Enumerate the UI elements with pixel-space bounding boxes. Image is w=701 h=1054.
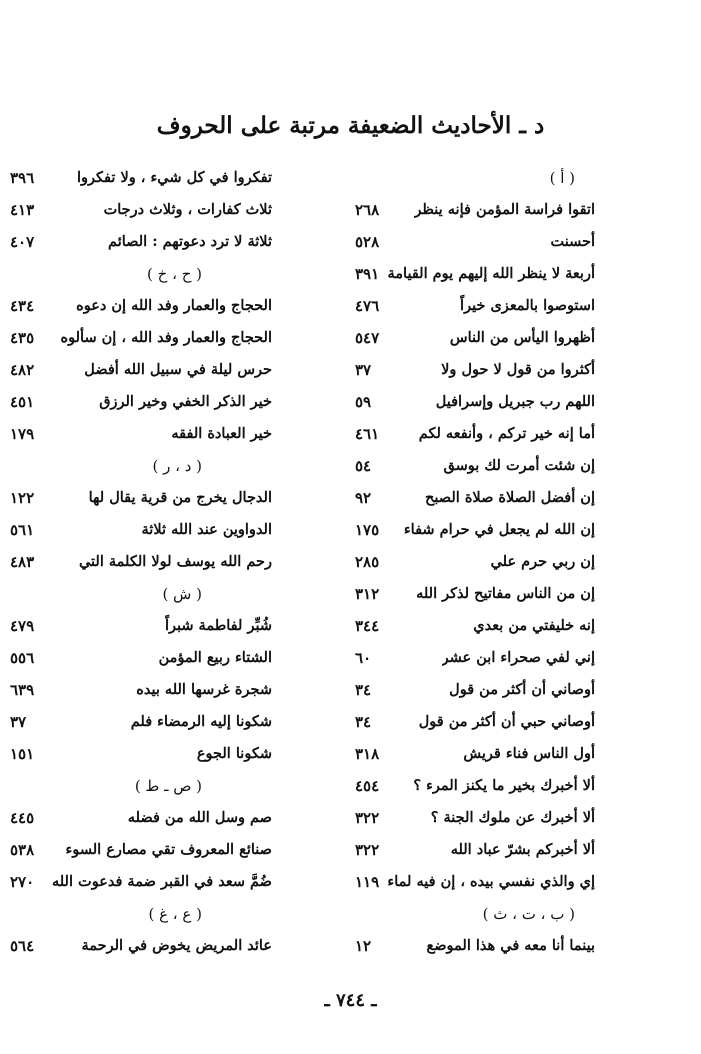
- entry-page-number: ٥٥٦: [10, 649, 35, 667]
- entry-text: خير الذكر الخفي وخير الرزق: [99, 393, 272, 410]
- letter-group-header: [10, 450, 272, 482]
- entry-text: ( أ ): [549, 169, 575, 187]
- index-entry: [10, 674, 272, 706]
- entry-page-number: ١٢: [355, 937, 372, 955]
- entry-page-number: ٤٧٩: [10, 617, 35, 635]
- entry-page-number: ٣٢٢: [355, 841, 380, 859]
- entry-page-number: ٤٨٢: [10, 361, 35, 379]
- entry-text: ألا أخبرك بخير ما يكنز المرء ؟: [413, 777, 595, 794]
- index-entry: [10, 930, 272, 962]
- entry-text: إي والذي نفسي بيده ، إن فيه لماء: [387, 873, 595, 890]
- entry-page-number: ٦٣٩: [10, 681, 35, 699]
- index-entry: [10, 738, 272, 770]
- index-entry: [355, 930, 595, 962]
- letter-group-header: [355, 898, 595, 930]
- entry-page-number: ٣٤: [355, 713, 372, 731]
- entry-text: إن أفضل الصلاة صلاة الصبح: [425, 489, 595, 506]
- index-entry: [10, 194, 272, 226]
- entry-text: خير العبادة الفقه: [171, 425, 272, 442]
- entry-text: الدواوين عند الله ثلاثة: [141, 521, 272, 538]
- entry-text: أوصاني حبي أن أكثر من قول: [418, 713, 595, 730]
- entry-text: صنائع المعروف تقي مصارع السوء: [65, 841, 272, 858]
- index-entry: [10, 866, 272, 898]
- entry-page-number: ٣٩١: [355, 265, 380, 283]
- index-entry: [10, 706, 272, 738]
- entry-text: إن شئت أمرت لك بوسق: [443, 457, 595, 474]
- index-entry: [355, 354, 595, 386]
- entry-text: شُبِّر لفاطمة شبراً: [164, 617, 272, 634]
- index-entry: [10, 226, 272, 258]
- entry-page-number: ٣٢٢: [355, 809, 380, 827]
- letter-group-header: [10, 898, 272, 930]
- entry-page-number: ٤٤٥: [10, 809, 35, 827]
- entry-text: ( ع ، غ ): [148, 905, 202, 923]
- letter-group-header: [10, 258, 272, 290]
- entry-text: ( د ، ر ): [152, 457, 202, 475]
- index-entry: [10, 162, 272, 194]
- entry-text: الدجال يخرج من قرية يقال لها: [88, 489, 272, 506]
- entry-page-number: ٥٤: [355, 457, 372, 475]
- entry-text: أكثروا من قول لا حول ولا: [441, 361, 595, 378]
- entry-text: صم وسل الله من فضله: [127, 809, 272, 826]
- entry-page-number: ١١٩: [355, 873, 380, 891]
- index-entry: [10, 386, 272, 418]
- entry-text: أحسنت: [550, 233, 595, 250]
- index-entry: [355, 194, 595, 226]
- entry-text: ( ب ، ت ، ث ): [482, 905, 575, 923]
- index-entry: [10, 610, 272, 642]
- entry-page-number: ٥٤٧: [355, 329, 380, 347]
- entry-text: أوصاني أن أكثر من قول: [449, 681, 595, 698]
- entry-text: ثلاث كفارات ، وثلاث درجات: [103, 201, 272, 218]
- index-entry: [355, 322, 595, 354]
- index-entry: [355, 674, 595, 706]
- right-column: [355, 162, 595, 962]
- entry-page-number: ٤٥١: [10, 393, 35, 411]
- entry-text: ( ش ): [162, 585, 202, 603]
- index-entry: [355, 258, 595, 290]
- index-entry: [355, 546, 595, 578]
- entry-text: ثلاثة لا ترد دعوتهم : الصائم: [108, 233, 272, 250]
- letter-group-header: [355, 162, 595, 194]
- entry-page-number: ١٧٥: [355, 521, 380, 539]
- entry-text: حرس ليلة في سبيل الله أفضل: [84, 361, 272, 378]
- index-entry: [355, 290, 595, 322]
- index-entry: [355, 802, 595, 834]
- index-entry: [10, 322, 272, 354]
- entry-text: ( ح ، خ ): [147, 265, 202, 283]
- index-entry: [10, 482, 272, 514]
- index-entry: [355, 226, 595, 258]
- entry-text: إنه خليفتي من بعدي: [473, 617, 595, 634]
- entry-page-number: ٦٠: [355, 649, 372, 667]
- entry-text: شكونا إليه الرمضاء فلم: [130, 713, 272, 730]
- entry-text: إن من الناس مفاتيح لذكر الله: [416, 585, 595, 602]
- entry-text: بينما أنا معه في هذا الموضع: [426, 937, 595, 954]
- entry-text: الحجاج والعمار وفد الله ، إن سألوه: [60, 329, 272, 346]
- entry-text: ألا أخبرك عن ملوك الجنة ؟: [430, 809, 595, 826]
- entry-page-number: ٣٤٤: [355, 617, 380, 635]
- entry-text: أما إنه خير تركم ، وأنفعه لكم: [418, 425, 595, 442]
- entry-page-number: ٣٧: [355, 361, 372, 379]
- entry-text: الشتاء ربيع المؤمن: [158, 649, 272, 666]
- index-entry: [10, 546, 272, 578]
- letter-group-header: [10, 578, 272, 610]
- entry-text: أول الناس فناء قريش: [463, 745, 595, 762]
- entry-text: إن ربي حرم علي: [490, 553, 595, 570]
- entry-page-number: ٣٧: [10, 713, 27, 731]
- index-entry: [355, 706, 595, 738]
- index-entry: [10, 418, 272, 450]
- index-entry: [355, 482, 595, 514]
- entry-page-number: ٣١٢: [355, 585, 380, 603]
- index-entry: [355, 834, 595, 866]
- index-entry: [10, 802, 272, 834]
- entry-page-number: ٤٥٤: [355, 777, 380, 795]
- index-entry: [355, 418, 595, 450]
- entry-page-number: ٥٢٨: [355, 233, 380, 251]
- entry-text: أربعة لا ينظر الله إليهم يوم القيامة: [387, 265, 595, 282]
- entry-page-number: ٥٣٨: [10, 841, 35, 859]
- index-entry: [355, 578, 595, 610]
- entry-page-number: ٢٨٥: [355, 553, 380, 571]
- index-entry: [355, 450, 595, 482]
- entry-text: إني لفي صحراء ابن عشر: [441, 649, 595, 666]
- entry-text: شجرة غرسها الله بيده: [136, 681, 272, 698]
- index-entry: [355, 386, 595, 418]
- entry-page-number: ٤٦١: [355, 425, 380, 443]
- index-entry: [355, 738, 595, 770]
- index-entry: [10, 834, 272, 866]
- index-entry: [355, 770, 595, 802]
- entry-page-number: ٤١٣: [10, 201, 35, 219]
- entry-page-number: ٤٧٦: [355, 297, 380, 315]
- entry-text: عائد المريض يخوض في الرحمة: [81, 937, 272, 954]
- page-title: د ـ الأحاديث الضعيفة مرتبة على الحروف: [156, 112, 545, 139]
- index-entry: [10, 514, 272, 546]
- entry-page-number: ٤٣٤: [10, 297, 35, 315]
- index-entry: [10, 642, 272, 674]
- entry-text: ( ص ـ ط ): [134, 777, 202, 795]
- entry-page-number: ١٢٢: [10, 489, 35, 507]
- left-column: [10, 162, 272, 962]
- entry-page-number: ٥٦١: [10, 521, 35, 539]
- entry-text: الحجاج والعمار وفد الله إن دعوه: [76, 297, 272, 314]
- index-entry: [355, 514, 595, 546]
- index-entry: [355, 610, 595, 642]
- entry-text: استوصوا بالمعزى خيراً: [460, 297, 595, 314]
- page-number: ـ ٧٤٤ ـ: [324, 990, 377, 1011]
- letter-group-header: [10, 770, 272, 802]
- entry-page-number: ٤٠٧: [10, 233, 35, 251]
- entry-text: أظهروا اليأس من الناس: [449, 329, 595, 346]
- entry-page-number: ٣٩٦: [10, 169, 35, 187]
- entry-text: رحم الله يوسف لولا الكلمة التي: [78, 553, 272, 570]
- entry-text: تفكروا في كل شيء ، ولا تفكروا: [76, 169, 272, 186]
- entry-page-number: ٣١٨: [355, 745, 380, 763]
- entry-page-number: ٤٣٥: [10, 329, 35, 347]
- index-entry: [10, 354, 272, 386]
- entry-page-number: ٢٧٠: [10, 873, 35, 891]
- index-entry: [10, 290, 272, 322]
- entry-page-number: ٢٦٨: [355, 201, 380, 219]
- entry-text: شكونا الجوع: [196, 745, 272, 762]
- index-entry: [355, 866, 595, 898]
- entry-page-number: ١٧٩: [10, 425, 35, 443]
- entry-page-number: ٣٤: [355, 681, 372, 699]
- entry-page-number: ٥٦٤: [10, 937, 35, 955]
- entry-text: ألا أخبركم بشرّ عباد الله: [450, 841, 595, 858]
- entry-page-number: ٩٢: [355, 489, 372, 507]
- entry-text: اتقوا فراسة المؤمن فإنه ينظر: [414, 201, 595, 218]
- entry-text: إن الله لم يجعل في حرام شفاء: [403, 521, 595, 538]
- entry-text: ضُمَّ سعد في القبر ضمة فدعوت الله: [51, 873, 272, 890]
- index-entry: [355, 642, 595, 674]
- entry-text: اللهم رب جبريل وإسرافيل: [435, 393, 595, 410]
- entry-page-number: ٤٨٣: [10, 553, 35, 571]
- entry-page-number: ١٥١: [10, 745, 35, 763]
- entry-page-number: ٥٩: [355, 393, 372, 411]
